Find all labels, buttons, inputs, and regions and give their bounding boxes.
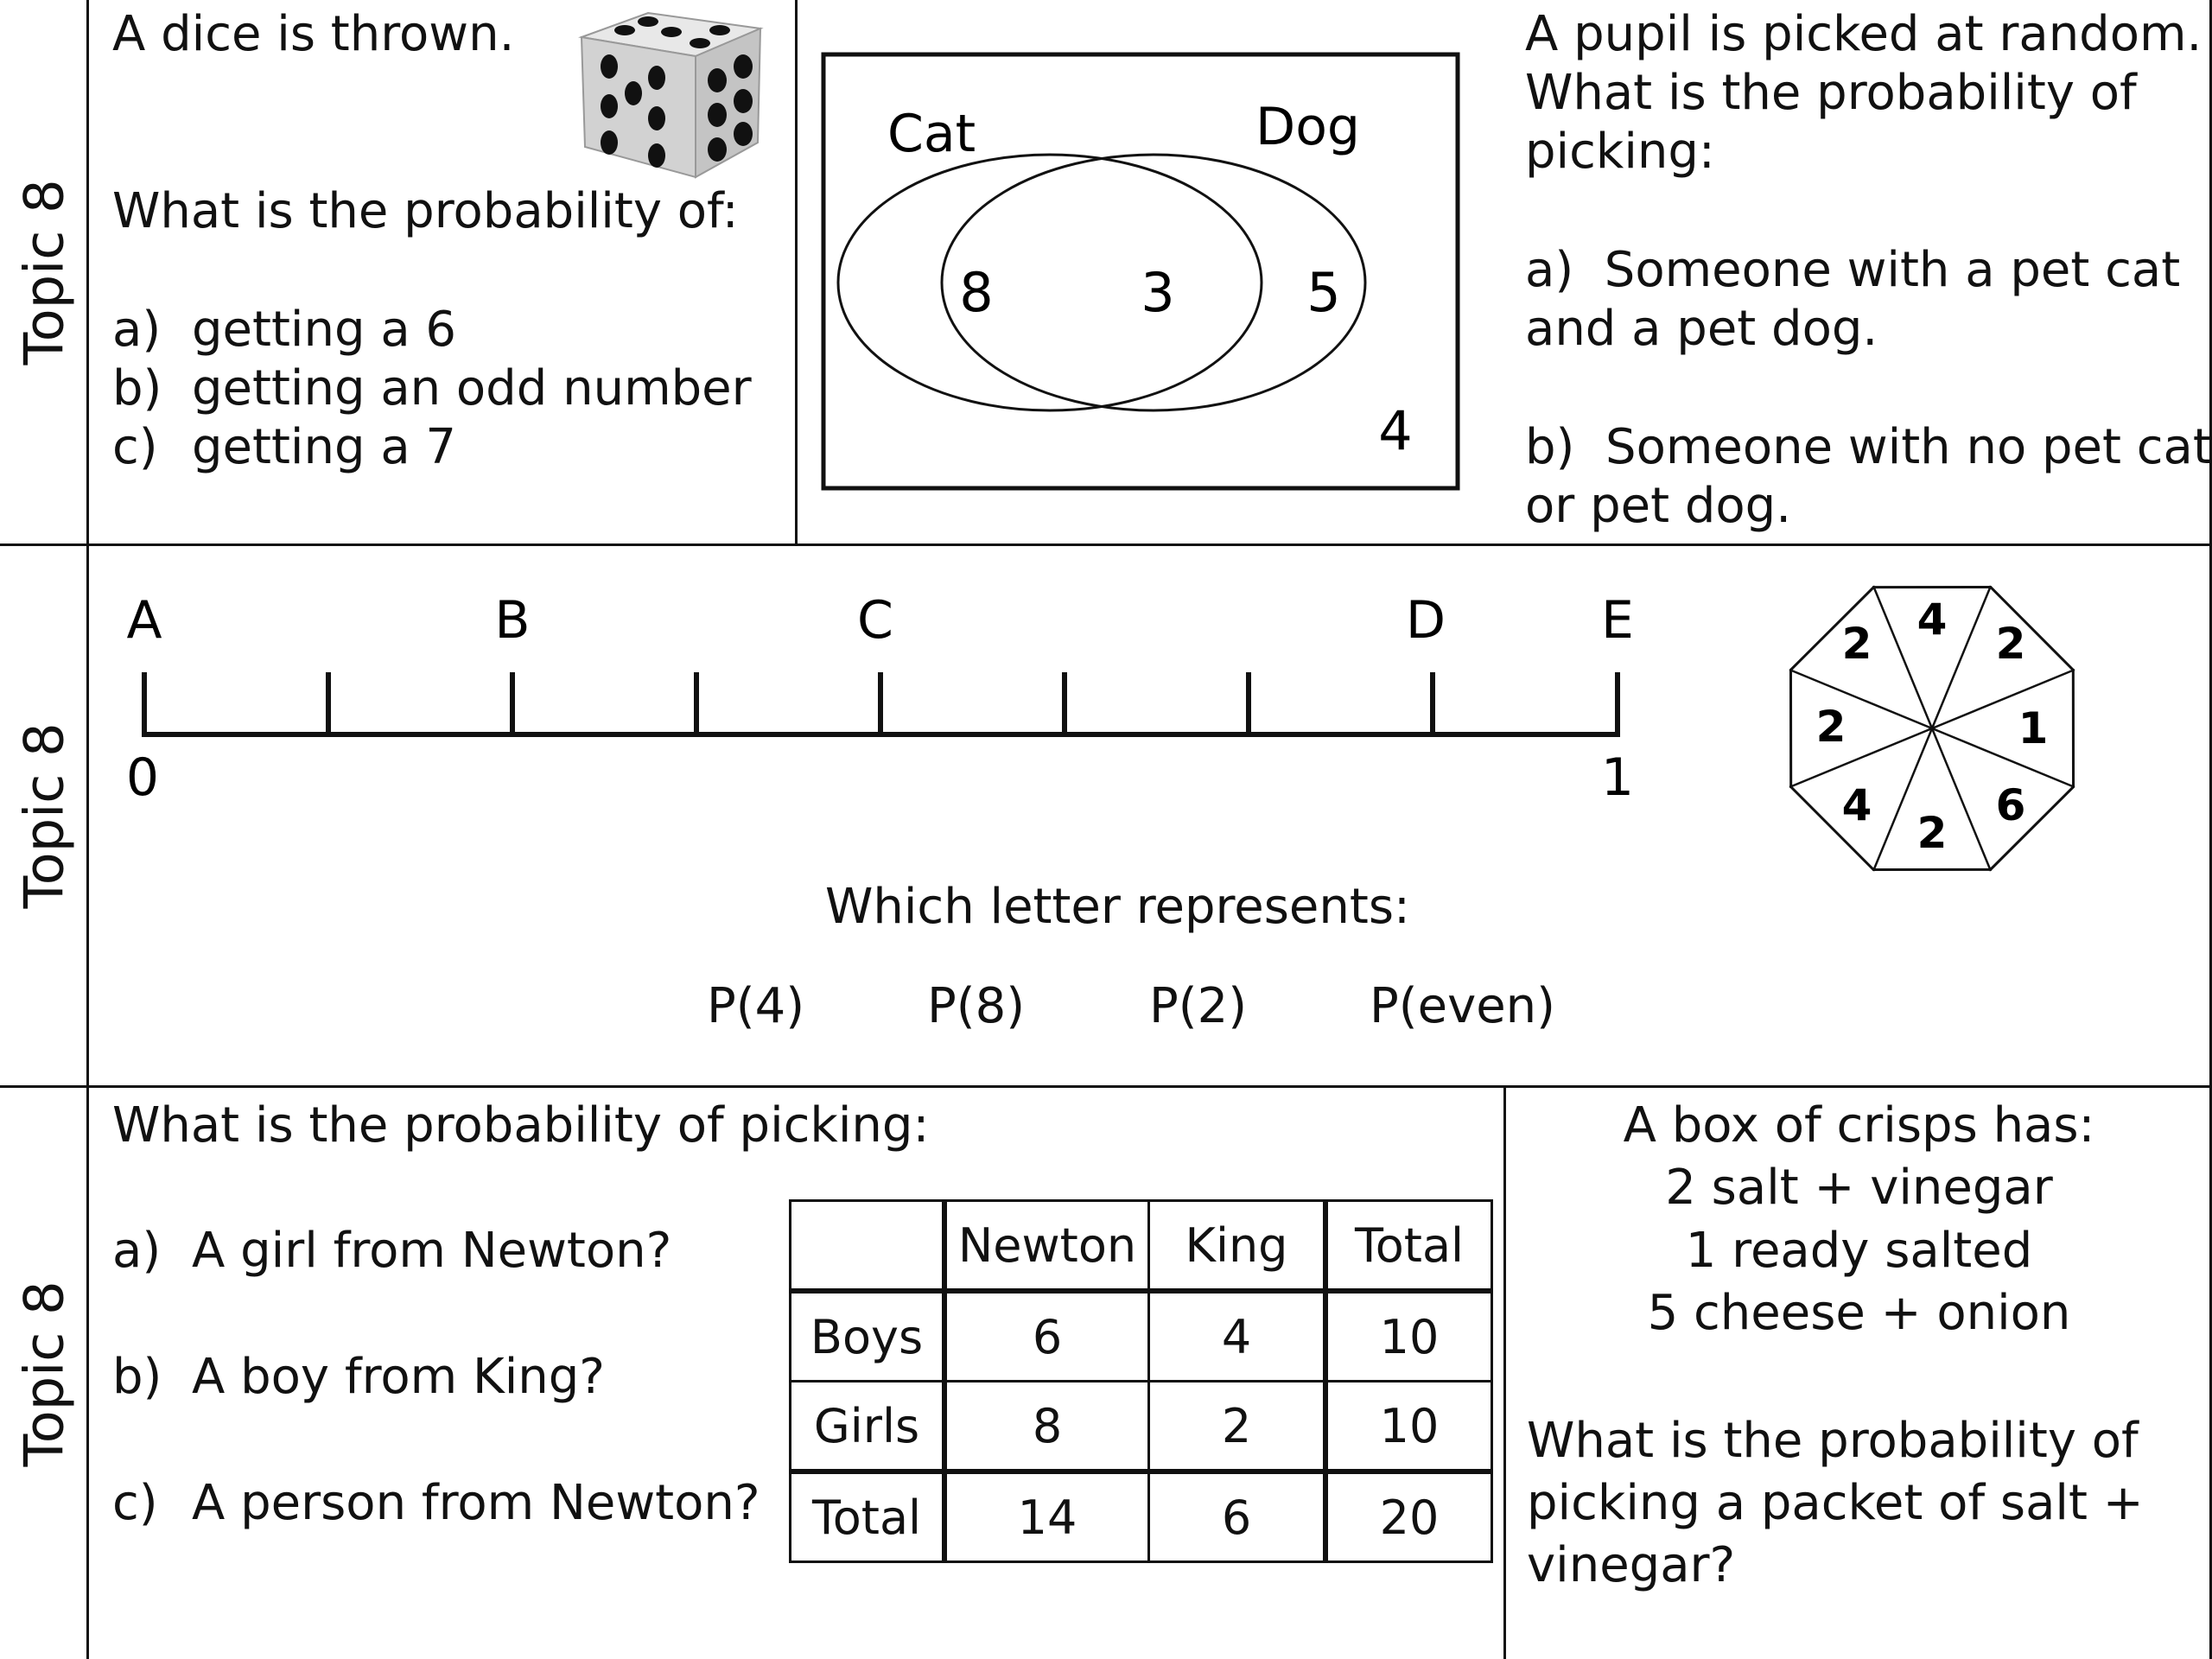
table-cell: 4 bbox=[1149, 1291, 1326, 1382]
dice-intro: A dice is thrown. bbox=[112, 6, 515, 62]
scale-question: Which letter represents: bbox=[825, 879, 1410, 935]
item-label: c) bbox=[112, 1475, 158, 1531]
item-label: a) bbox=[1525, 242, 1574, 298]
spinner-sector: 4 bbox=[1916, 594, 1948, 645]
item-text: A girl from Newton? bbox=[192, 1223, 672, 1279]
scale-option: P(even) bbox=[1370, 978, 1556, 1034]
item-label: a) bbox=[112, 1223, 162, 1279]
crisps-question: picking a packet of salt + bbox=[1527, 1475, 2144, 1531]
table-row bbox=[791, 1291, 1492, 1382]
grid-line bbox=[0, 1085, 2212, 1088]
pupil-line: A pupil is picked at random. bbox=[1525, 6, 2202, 62]
spinner-sector: 6 bbox=[1995, 780, 2026, 830]
scale-letter: A bbox=[126, 590, 162, 651]
item-text: getting a 6 bbox=[192, 302, 457, 358]
topic-label: Topic 8 bbox=[12, 1280, 76, 1467]
table-cell: 2 bbox=[1149, 1382, 1326, 1472]
table-header: Newton bbox=[944, 1201, 1149, 1292]
pupil-line: What is the probability of bbox=[1525, 65, 2137, 121]
scale-end: 1 bbox=[1600, 747, 1635, 808]
grid-line bbox=[0, 543, 2212, 546]
spinner bbox=[1776, 572, 2088, 885]
spinner-sector: 2 bbox=[1995, 619, 2026, 669]
pupil-line: picking: bbox=[1525, 124, 1715, 180]
scale-option: P(4) bbox=[707, 978, 805, 1034]
dice-item bbox=[112, 302, 457, 358]
item-text: A person from Newton? bbox=[192, 1475, 760, 1531]
venn-cat-only: 8 bbox=[959, 261, 994, 324]
item-label: a) bbox=[112, 302, 162, 358]
scale-option: P(2) bbox=[1149, 978, 1248, 1034]
spinner-sector: 1 bbox=[2018, 703, 2049, 753]
table-cell bbox=[791, 1201, 945, 1292]
table-cell: 14 bbox=[944, 1471, 1149, 1562]
venn-outside: 4 bbox=[1378, 399, 1413, 462]
item-label: c) bbox=[112, 419, 158, 475]
dice-question: What is the probability of: bbox=[112, 183, 739, 239]
table-row bbox=[791, 1471, 1492, 1562]
two-way-table bbox=[789, 1199, 1493, 1563]
item-text: A boy from King? bbox=[192, 1349, 606, 1405]
topic-label: Topic 8 bbox=[12, 722, 76, 909]
item-text: Someone with a pet cat bbox=[1604, 242, 2181, 298]
table-item bbox=[112, 1349, 606, 1405]
table-cell: 20 bbox=[1325, 1471, 1492, 1562]
table-header: Total bbox=[1325, 1201, 1492, 1292]
scale-letter: E bbox=[1601, 590, 1634, 651]
topic-label: Topic 8 bbox=[12, 178, 76, 365]
spinner-sector: 2 bbox=[1841, 619, 1872, 669]
table-header: King bbox=[1149, 1201, 1326, 1292]
venn-dog-label: Dog bbox=[1255, 97, 1360, 157]
grid-line bbox=[795, 0, 798, 545]
venn-cat-circle bbox=[838, 155, 1262, 410]
spinner-sector: 2 bbox=[1815, 702, 1847, 752]
table-item bbox=[112, 1223, 672, 1279]
table-header-row bbox=[791, 1201, 1492, 1292]
crisps-line: 5 cheese + onion bbox=[1647, 1285, 2071, 1341]
venn-diagram bbox=[817, 48, 1465, 497]
spinner-sector: 4 bbox=[1841, 780, 1872, 830]
dice-item bbox=[112, 419, 457, 475]
row-label: Total bbox=[791, 1471, 945, 1562]
table-cell: 6 bbox=[1149, 1471, 1326, 1562]
item-text: getting an odd number bbox=[192, 360, 752, 416]
table-row bbox=[791, 1382, 1492, 1472]
table-cell: 10 bbox=[1325, 1382, 1492, 1472]
item-label: b) bbox=[1525, 419, 1575, 475]
scale-letter: C bbox=[857, 590, 893, 651]
pupil-b-cont: or pet dog. bbox=[1525, 478, 1791, 534]
item-text: getting a 7 bbox=[192, 419, 457, 475]
pupil-b bbox=[1525, 419, 2212, 475]
venn-dog-only: 5 bbox=[1306, 261, 1341, 324]
table-cell: 8 bbox=[944, 1382, 1149, 1472]
dice-icon bbox=[575, 4, 769, 181]
crisps-question: vinegar? bbox=[1527, 1537, 1736, 1593]
table-item bbox=[112, 1475, 760, 1531]
crisps-line: 2 salt + vinegar bbox=[1665, 1160, 2053, 1216]
item-label: b) bbox=[112, 360, 162, 416]
pupil-a-cont: and a pet dog. bbox=[1525, 301, 1878, 357]
table-cell: 6 bbox=[944, 1291, 1149, 1382]
scale-letter: B bbox=[494, 590, 531, 651]
scale-option: P(8) bbox=[927, 978, 1026, 1034]
pupil-a bbox=[1525, 242, 2181, 298]
venn-both: 3 bbox=[1141, 261, 1175, 324]
venn-cat-label: Cat bbox=[887, 104, 976, 164]
table-cell: 10 bbox=[1325, 1291, 1492, 1382]
item-text: Someone with no pet cat bbox=[1605, 419, 2212, 475]
row-label: Girls bbox=[791, 1382, 945, 1472]
probability-scale bbox=[104, 579, 1676, 830]
scale-start: 0 bbox=[125, 747, 160, 808]
spinner-sector: 2 bbox=[1916, 808, 1948, 858]
crisps-line: A box of crisps has: bbox=[1623, 1097, 2095, 1154]
table-question: What is the probability of picking: bbox=[112, 1097, 930, 1154]
crisps-line: 1 ready salted bbox=[1685, 1223, 2033, 1279]
row-label: Boys bbox=[791, 1291, 945, 1382]
crisps-question: What is the probability of bbox=[1527, 1413, 2139, 1469]
dice-item bbox=[112, 360, 752, 416]
item-label: b) bbox=[112, 1349, 162, 1405]
scale-letter: D bbox=[1405, 590, 1446, 651]
